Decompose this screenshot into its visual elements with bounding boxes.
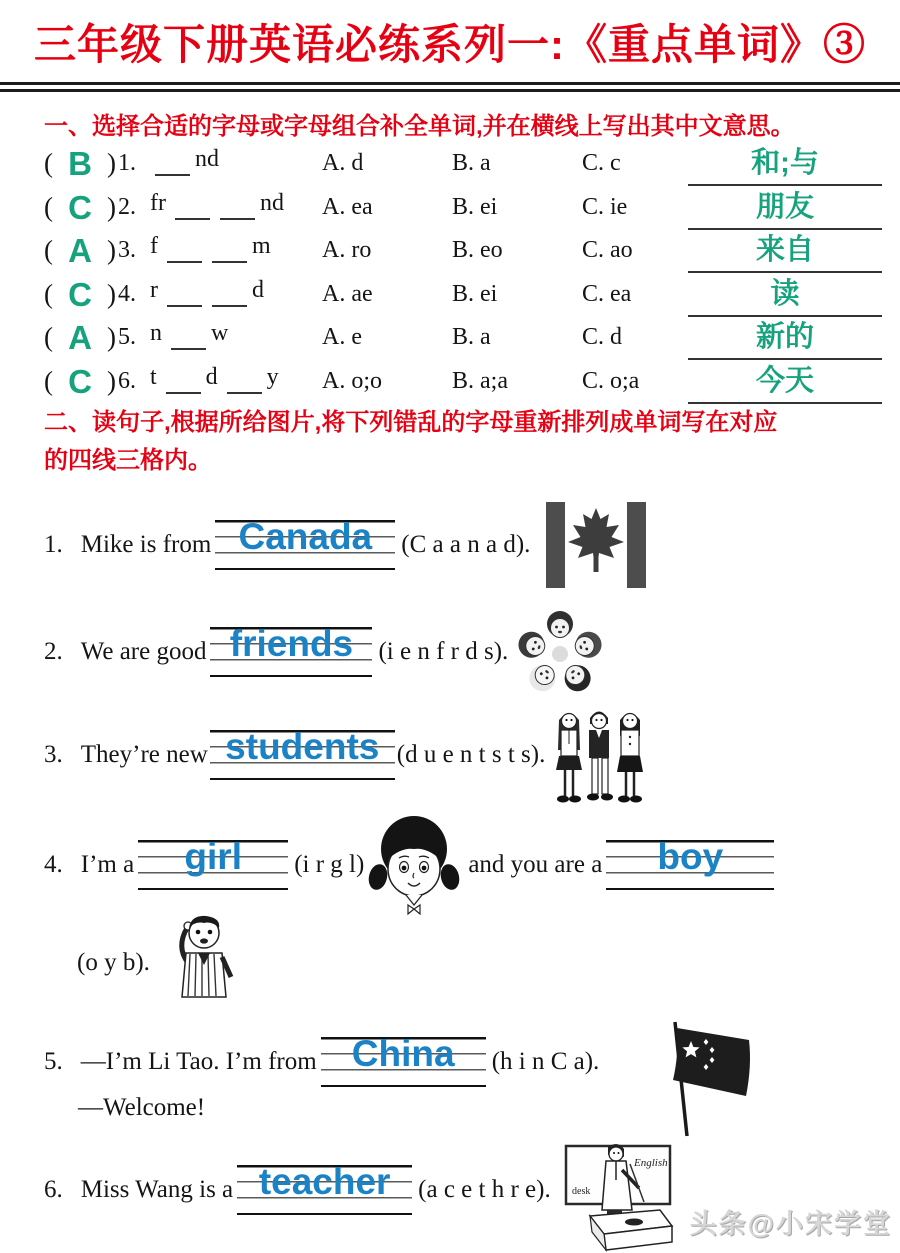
handwritten-answer: boy (657, 836, 724, 877)
option-b: B. a (452, 149, 491, 176)
letter-blank (166, 392, 201, 394)
stem-text: d (205, 364, 218, 390)
chinese-meaning: 读 (688, 271, 882, 317)
stem-text: r (150, 277, 158, 303)
option-a: A. o;o (322, 367, 382, 394)
answer-paren-open: ( (44, 234, 53, 265)
letter-blank (212, 261, 247, 263)
stem-text: fr (150, 190, 166, 216)
stem-text: nd (195, 146, 219, 172)
question-number: 6. (118, 367, 136, 394)
canada-flag-image (546, 502, 646, 588)
option-c: C. d (582, 323, 623, 350)
answer-letter: A (68, 231, 92, 269)
option-b: B. a;a (452, 367, 508, 394)
teacher-blackboard-image (560, 1140, 676, 1252)
sentence-text: —I’m Li Tao. I’m from (80, 1048, 317, 1075)
item-number: 3. (44, 741, 63, 768)
option-b: B. ei (452, 280, 498, 307)
answer-paren-close: ) (107, 191, 116, 222)
sentence-item (44, 1145, 551, 1235)
option-c: C. o;a (582, 367, 640, 394)
sentence-text: We are good (80, 638, 207, 665)
option-a: A. ae (322, 280, 373, 307)
answer-letter: C (68, 362, 92, 400)
item-number: 1. (44, 531, 63, 558)
chinese-meaning: 来自 (688, 227, 882, 273)
stem-text: y (266, 364, 279, 390)
sentence-item (44, 704, 645, 806)
question-stem (150, 233, 322, 267)
answer-paren-open: ( (44, 365, 53, 396)
answer-letter: B (68, 144, 92, 182)
option-c: C. ie (582, 193, 628, 220)
section2-heading-line2: 的四线三格内。 (44, 447, 212, 474)
handwritten-answer: students (225, 726, 380, 767)
mcq-row (44, 186, 882, 228)
letter-blank (175, 218, 210, 220)
option-c: C. ao (582, 236, 633, 263)
stem-text: m (252, 233, 271, 259)
answer-paren-open: ( (44, 278, 53, 309)
answer-paren-open: ( (44, 321, 53, 352)
mcq-row (44, 316, 882, 358)
sentence-text: They’re new (80, 741, 208, 768)
option-c: C. ea (582, 280, 632, 307)
sentence-item (44, 500, 646, 590)
four-line-grid (138, 836, 288, 890)
question-stem (150, 364, 322, 398)
stem-text: n (150, 320, 162, 346)
sentence-item (44, 1030, 599, 1094)
watermark: 头条@小宋学堂 (689, 1209, 892, 1239)
question-number: 2. (118, 193, 136, 220)
answer-paren-open: ( (44, 191, 53, 222)
answer-letter: C (68, 188, 92, 226)
item-number: 4. (44, 851, 63, 878)
question-number: 5. (118, 323, 136, 350)
answer-paren-close: ) (107, 321, 116, 352)
section2-heading (44, 404, 874, 480)
handwritten-answer: China (351, 1033, 455, 1074)
girl-face-image (366, 815, 462, 915)
four-line-grid (210, 726, 395, 780)
scrambled-letters: (i e n f r d s). (378, 638, 509, 665)
stem-text: nd (259, 190, 284, 216)
option-b: B. a (452, 323, 491, 350)
chinese-meaning: 新的 (688, 314, 882, 360)
letter-blank (212, 305, 247, 307)
letter-blank (227, 392, 262, 394)
mcq-row (44, 273, 882, 315)
answer-paren-close: ) (107, 234, 116, 265)
scrambled-letters: (d u e n t s t s). (396, 741, 546, 768)
four-line-grid (237, 1161, 412, 1215)
sentence-item (44, 604, 604, 700)
option-b: B. eo (452, 236, 503, 263)
welcome-text: —Welcome! (78, 1094, 206, 1121)
answer-paren-open: ( (44, 147, 53, 178)
item-number: 2. (44, 638, 63, 665)
stem-text: f (150, 233, 158, 259)
title-divider (0, 82, 900, 92)
scrambled-letters: (o y b). (77, 949, 150, 976)
answer-letter: C (68, 275, 92, 313)
scrambled-letters: (h i n C a). (491, 1048, 600, 1075)
letter-blank (167, 261, 202, 263)
mcq-row (44, 360, 882, 402)
four-line-grid (215, 516, 395, 570)
chinese-meaning: 和;与 (688, 140, 882, 186)
section1-heading: 一、选择合适的字母或字母组合补全单词,并在横线上写出其中文意思。 (44, 113, 795, 140)
sentence-text: Mike is from (80, 531, 212, 558)
section2-heading-line1: 二、读句子,根据所给图片,将下列错乱的字母重新排列成单词写在对应 (44, 409, 778, 436)
chinese-meaning: 朋友 (688, 184, 882, 230)
item-number: 6. (44, 1176, 63, 1203)
question-stem (150, 146, 322, 180)
answer-letter: A (68, 318, 92, 356)
letter-blank (220, 218, 255, 220)
letter-blank (167, 305, 202, 307)
answer-paren-close: ) (107, 147, 116, 178)
mcq-row (44, 229, 882, 271)
friends-circle-image (516, 604, 604, 700)
four-line-grid (321, 1033, 486, 1087)
mcq-row (44, 142, 882, 184)
sentence-text: and you are a (468, 851, 603, 878)
option-a: A. e (322, 323, 362, 350)
handwritten-answer: girl (184, 836, 242, 877)
handwritten-answer: friends (229, 623, 354, 664)
option-a: A. ro (322, 236, 372, 263)
question-number: 3. (118, 236, 136, 263)
scrambled-letters: (i r g l) (294, 851, 365, 878)
three-students-image (553, 704, 645, 806)
four-line-grid (606, 836, 774, 890)
question-stem (150, 320, 322, 354)
question-stem (150, 277, 322, 311)
answer-paren-close: ) (107, 278, 116, 309)
question-number: 1. (118, 149, 136, 176)
sentence-text: Miss Wang is a (80, 1176, 234, 1203)
option-a: A. ea (322, 193, 373, 220)
stem-text: d (252, 277, 264, 303)
answer-paren-close: ) (107, 365, 116, 396)
sentence-item-continuation (75, 912, 246, 1014)
china-flag-image (653, 1016, 757, 1140)
stem-text: w (211, 320, 229, 346)
letter-blank (155, 174, 190, 176)
item-number: 5. (44, 1048, 63, 1075)
handwritten-answer: Canada (238, 516, 373, 557)
board-word-english: English (634, 1157, 668, 1169)
question-stem (150, 190, 322, 224)
option-b: B. ei (452, 193, 498, 220)
question-number: 4. (118, 280, 136, 307)
boy-figure-image (158, 913, 246, 1013)
page-title: 三年级下册英语必练系列一:《重点单词》③ (34, 21, 866, 68)
board-word-desk: desk (572, 1186, 591, 1197)
chinese-meaning: 今天 (688, 358, 882, 404)
scrambled-letters: (a c e t h r e). (418, 1176, 551, 1203)
sentence-item (44, 815, 778, 915)
option-c: C. c (582, 149, 621, 176)
stem-text: t (150, 364, 157, 390)
scrambled-letters: (C a a n a d). (401, 531, 531, 558)
sentence-text: I’m a (80, 851, 135, 878)
four-line-grid (210, 623, 372, 677)
letter-blank (171, 348, 206, 350)
option-a: A. d (322, 149, 364, 176)
handwritten-answer: teacher (258, 1161, 391, 1202)
